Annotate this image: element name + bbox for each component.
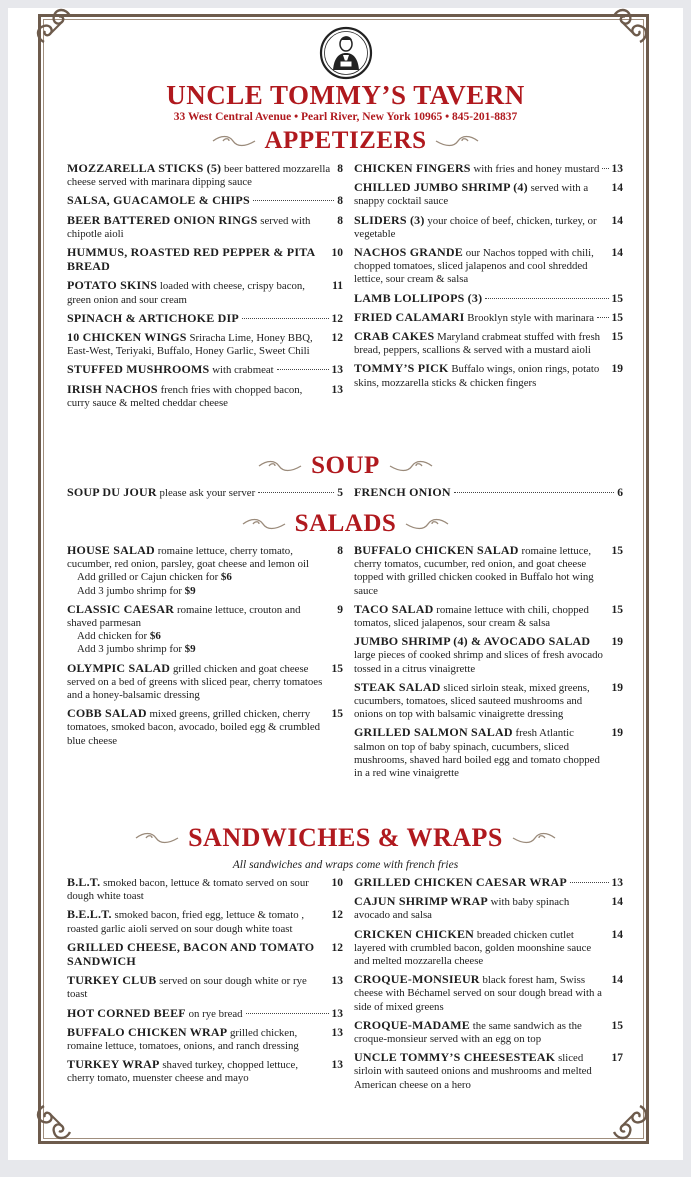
menu-item-line [67,974,343,1001]
menu-item-description: served with a snappy cocktail sauce [354,182,589,208]
menu-item-name: HUMMUS, ROASTED RED PEPPER & PITA BREAD [67,245,315,274]
appetizers-right-column [354,162,623,395]
menu-item-line [67,1026,343,1053]
section-title: SANDWICHES & WRAPS [188,823,503,852]
menu-item-text [67,908,326,935]
menu-item-price: 13 [331,1007,343,1020]
menu-item [354,544,623,598]
menu-item-description: please ask your server [159,487,256,499]
menu-item [67,544,343,598]
menu-item [354,726,623,780]
menu-item-name: SLIDERS (3) [354,212,425,227]
menu-item-name: TURKEY CLUB [67,973,157,988]
menu-item [354,1019,623,1046]
menu-item [354,876,623,890]
menu-item-text [67,1026,326,1053]
section-heading-sandwiches [0,823,691,853]
menu-item [354,973,623,1014]
dot-leader [253,200,334,201]
menu-item-description: served with chipotle aioli [67,214,311,240]
menu-item-description: french fries with chopped bacon, curry sauce & melted cheddar cheese [67,383,303,409]
menu-item-price: 13 [331,1026,343,1039]
menu-item-description: beer battered mozzarella cheese served with marinara dipping sauce [67,163,331,189]
menu-item-price: 12 [331,909,343,922]
menu-item-line [354,311,623,325]
menu-item-line [67,194,343,208]
menu-item-price: 11 [332,280,343,293]
menu-item-price: 8 [337,163,343,175]
menu-item-line [354,876,623,890]
menu-item-description: sliced sirloin steak, mixed greens, cucumbers, tomatoes, sliced sauteed mushrooms and onions on top with balsamic vinaigrette dressing [354,681,590,721]
menu-item-line [354,486,623,500]
menu-item-price: 15 [611,331,623,344]
menu-item-price: 8 [337,545,343,557]
menu-item-line [354,1019,623,1046]
salads-left-column [67,544,343,753]
menu-item-line [354,162,623,176]
menu-item-text [354,246,606,287]
menu-item [354,214,623,241]
menu-item-addon [67,630,343,643]
menu-item-price: 14 [611,247,623,260]
menu-item-line [67,331,343,358]
addon-text: Add chicken for [77,630,150,643]
menu-item-price: 9 [337,603,343,616]
menu-item [354,1051,623,1092]
section-title: SALADS [294,510,397,537]
menu-item-name: BUFFALO CHICKEN WRAP [67,1024,228,1039]
menu-item [354,311,623,325]
menu-item [354,246,623,287]
menu-item-line [354,1051,623,1092]
dot-leader [258,492,334,493]
menu-item-price: 10 [331,247,343,260]
menu-item-name: HOT CORNED BEEF [67,1005,186,1020]
menu-item-text [354,973,606,1014]
menu-item-name: HOUSE SALAD [67,543,155,557]
flourish-icon [388,459,434,473]
menu-item-description: romaine lettuce, cherry tomatos, cucumber, red onion, and goat cheese topped with grilled chicken cooked in Buffalo hot wing sauce [354,545,594,597]
menu-item [67,603,343,657]
flourish-icon [241,517,287,531]
addon-price: $9 [184,643,196,656]
menu-item-name: SOUP DU JOUR [67,485,157,499]
menu-item-addon [67,643,343,656]
soup-right-column [354,486,623,505]
section-heading-appetizers [0,127,691,155]
dot-leader [597,317,608,318]
menu-item-price: 15 [331,708,343,721]
menu-item-description: large pieces of cooked shrimp and slices of fresh avocado tossed in a citrus vinaigrette [354,649,603,675]
sandwiches-note: All sandwiches and wraps come with french fries [232,859,459,871]
menu-item-text [354,362,606,389]
menu-item [67,363,343,377]
menu-item-name: MOZZARELLA STICKS (5) [67,161,222,175]
menu-item-name: JUMBO SHRIMP (4) & AVOCADO SALAD [354,634,591,649]
menu-item-price: 13 [331,364,343,377]
menu-item-line [354,603,623,630]
menu-item-text [354,544,606,598]
menu-item-line [354,246,623,287]
menu-item-name: CRICKEN CHICKEN [354,926,475,941]
menu-item-text [354,603,606,630]
menu-item-name: CHILLED JUMBO SHRIMP (4) [354,180,528,195]
menu-item-name: CROQUE-MADAME [354,1017,470,1032]
menu-item-description: your choice of beef, chicken, turkey, or vegetable [354,214,597,240]
menu-item-line [67,214,343,241]
menu-item [67,1007,343,1021]
menu-item-text [67,331,326,358]
corner-ornament-icon [600,1092,654,1146]
menu-item-price: 13 [611,163,623,175]
menu-item-line [354,362,623,389]
menu-item [354,330,623,357]
menu-item-text [67,312,239,326]
menu-item-name: TOMMY’S PICK [354,361,449,376]
menu-item-description: black forest ham, Swiss cheese with Béchamel served on sour dough bread with a side of mixed greens [354,974,602,1013]
menu-item-line [67,1058,343,1085]
menu-item-text [354,292,482,306]
menu-item-text [354,876,567,890]
menu-item-price: 17 [611,1052,623,1065]
menu-item-text [354,330,606,357]
menu-item [67,876,343,903]
menu-item-description: with crabmeat [212,364,274,377]
menu-item-name: GRILLED CHICKEN CAESAR WRAP [354,875,567,889]
menu-item-line [67,312,343,326]
menu-item-text [354,162,599,176]
menu-item-description: shaved turkey, chopped lettuce, cherry tomato, muenster cheese and mayo [67,1059,299,1085]
menu-item-text [354,928,606,969]
menu-item [354,292,623,306]
menu-item [67,941,343,969]
sandwiches-right-column [354,876,623,1097]
menu-item-description: our Nachos topped with chili, chopped tomatoes, sliced jalapenos and cool shredded lettice, sour cream & salsa [354,247,594,286]
menu-item-line [354,292,623,306]
menu-item-text [67,486,255,500]
addon-text: Add grilled or Cajun chicken for [77,571,221,584]
menu-item [354,603,623,630]
section-title: APPETIZERS [264,127,427,154]
section-heading-salads [0,510,691,538]
menu-item-line [67,162,343,189]
menu-item-text [354,726,606,780]
sandwiches-left-column [67,876,343,1091]
menu-item-line [67,941,343,969]
menu-item-name: GRILLED SALMON SALAD [354,725,513,740]
menu-item-text [354,181,606,208]
menu-item-name: B.E.L.T. [67,907,112,922]
menu-item-name: FRENCH ONION [354,485,451,499]
menu-item [354,162,623,176]
dot-leader [602,168,608,169]
menu-item-price: 15 [611,603,623,616]
menu-item-description: breaded chicken cutlet layered with crumbled bacon, golden moonshine sauce and melted mozzarella cheese [354,928,592,968]
menu-item-description: romaine lettuce with chili, chopped tomatos, sliced jalapenos, sour cream & salsa [354,603,589,630]
menu-item-price: 14 [611,974,623,987]
menu-item-name: CRAB CAKES [354,329,435,344]
menu-item-price: 14 [611,928,623,941]
menu-item-text [354,681,606,722]
menu-item-text [67,363,274,377]
menu-item-line [67,363,343,377]
menu-item-text [67,876,326,903]
menu-item-line [67,486,343,500]
menu-item-name: NACHOS GRANDE [354,245,463,260]
menu-item-description: served on sour dough white or rye toast [67,975,307,1001]
soup-left-column [67,486,343,505]
menu-item-price: 12 [331,332,343,345]
menu-item-name: POTATO SKINS [67,278,158,293]
dot-leader [277,369,329,370]
menu-item [67,279,343,306]
menu-item-line [354,330,623,357]
tavern-logo-icon [319,26,373,80]
menu-item-text [67,1058,326,1085]
menu-item-price: 14 [611,896,623,909]
bottom-bar [0,1162,691,1177]
menu-item-name: BUFFALO CHICKEN SALAD [354,543,519,557]
menu-item-price: 14 [611,182,623,195]
menu-item-price: 15 [331,662,343,675]
menu-item-text [354,895,606,922]
menu-item [67,383,343,410]
menu-item-description: with baby spinach avocado and salsa [354,896,570,922]
menu-item [67,974,343,1001]
menu-item-name: STEAK SALAD [354,679,441,694]
menu-item [354,895,623,922]
menu-item-price: 19 [611,727,623,740]
menu-item-text [67,662,326,703]
menu-item-price: 12 [331,941,343,954]
menu-item-line [67,662,343,703]
flourish-icon [257,459,303,473]
menu-item-addon [67,585,343,598]
menu-item-line [354,635,623,676]
menu-item-line [354,726,623,780]
flourish-icon [511,831,557,845]
menu-item-line [67,1007,343,1021]
menu-item [354,362,623,389]
menu-item [67,1058,343,1085]
menu-item-description: smoked bacon, lettuce & tomato served on sour dough white toast [67,877,309,903]
addon-price: $6 [220,571,232,584]
menu-item-line [354,214,623,241]
menu-item-line [354,181,623,208]
menu-item [67,246,343,274]
menu-item-line [67,279,343,306]
menu-item-description: with fries and honey mustard [473,163,600,175]
dot-leader [454,492,615,493]
menu-item-text [67,162,331,189]
menu-item-price: 15 [611,1019,623,1032]
menu-item-text [354,311,594,325]
menu-item-price: 19 [611,363,623,376]
menu-item-text [354,214,606,241]
menu-item-price: 19 [611,681,623,694]
menu-item-text [67,941,326,969]
menu-item-price: 8 [337,195,343,208]
menu-item-line [354,928,623,969]
menu-item-description: fresh Atlantic salmon on top of baby spinach, cucumbers, sliced mushrooms, shaved hard boiled egg and tomato chopped in a red wine vinaigrette [354,727,600,780]
menu-item-text [354,1051,606,1092]
menu-item-price: 15 [611,311,623,324]
menu-item-name: SALSA, GUACAMOLE & CHIPS [67,193,250,208]
menu-item [67,312,343,326]
menu-item-line [67,544,343,571]
menu-item-name: OLYMPIC SALAD [67,660,171,675]
menu-item-description: the same sandwich as the croque-monsieur served with an egg on top [354,1019,582,1046]
menu-item-text [67,279,326,306]
menu-item-line [67,876,343,903]
menu-item-name: CROQUE-MONSIEUR [354,972,480,987]
menu-item-price: 13 [331,1059,343,1072]
menu-item-line [67,383,343,410]
menu-item-name: COBB SALAD [67,706,147,721]
menu-item [67,162,343,189]
menu-item-name: BEER BATTERED ONION RINGS [67,212,258,227]
menu-item-text [67,707,326,748]
appetizers-left-column [67,162,343,415]
menu-item-description: Maryland crabmeat stuffed with fresh bread, peppers, scallions & served with a mustard aioli [354,331,601,357]
corner-ornament-icon [30,1092,84,1146]
menu-item-description: loaded with cheese, crispy bacon, green onion and sour cream [67,280,305,306]
menu-item [67,707,343,748]
menu-item [67,908,343,935]
menu-item-text [67,544,331,571]
menu-item [354,928,623,969]
menu-item [67,486,343,500]
corner-ornament-icon [600,2,654,56]
menu-item-price: 10 [331,877,343,889]
flourish-icon [404,517,450,531]
menu-item-price: 15 [611,292,623,305]
menu-item-line [67,246,343,274]
menu-item-price: 8 [337,214,343,227]
menu-item-line [67,707,343,748]
flourish-icon [211,134,257,148]
restaurant-address: 33 West Central Avenue • Pearl River, New York 10965 • 845-201-8837 [173,111,518,123]
menu-item [354,635,623,676]
menu-item-price: 13 [331,383,343,396]
menu-item-line [354,973,623,1014]
menu-item-description: grilled chicken and goat cheese served on a bed of greens with sliced pear, cherry tomatoes and a honey-balsamic dressing [67,662,323,702]
dot-leader [246,1013,329,1014]
menu-item-name: TURKEY WRAP [67,1057,160,1072]
flourish-icon [134,831,180,845]
menu-item-text [67,974,326,1001]
menu-item-text [67,194,250,208]
menu-item [67,214,343,241]
menu-item-text [354,486,451,500]
menu-item-description: on rye bread [188,1007,243,1020]
menu-item-line [67,908,343,935]
menu-item-name: FRIED CALAMARI [354,309,465,324]
menu-item-line [354,544,623,598]
menu-item-line [67,603,343,630]
menu-item [354,681,623,722]
menu-item-price: 14 [611,214,623,227]
menu-item-text [67,1007,243,1021]
menu-item-text [67,603,331,630]
menu-item [67,331,343,358]
menu-item-name: TACO SALAD [354,601,434,616]
menu-item-name: LAMB LOLLIPOPS (3) [354,290,483,305]
menu-item-name: CLASSIC CAESAR [67,601,175,616]
menu-item [67,1026,343,1053]
dot-leader [242,318,329,319]
menu-item-description: grilled chicken, romaine lettuce, tomatoes, onions, and ranch dressing [67,1026,299,1053]
dot-leader [570,882,609,883]
salads-right-column [354,544,623,785]
flourish-icon [434,134,480,148]
menu-item-price: 13 [331,975,343,988]
menu-item-text [354,635,606,676]
menu-item-price: 12 [331,312,343,325]
menu-item-name: UNCLE TOMMY’S CHEESESTEAK [354,1050,556,1065]
menu-item-description: Brooklyn style with marinara [467,311,595,324]
menu-item-price: 13 [611,877,623,889]
menu-item-description: Sriracha Lime, Honey BBQ, East-West, Teriyaki, Buffalo, Honey Garlic, Sweet Chili [67,332,313,358]
addon-price: $6 [149,630,161,643]
menu-item-name: GRILLED CHEESE, BACON AND TOMATO SANDWICH [67,939,315,969]
menu-item-description: romaine lettuce, crouton and shaved parmesan [67,603,301,630]
menu-item-text [67,383,326,410]
menu-item-price: 19 [611,636,623,649]
menu-item-line [354,681,623,722]
addon-text: Add 3 jumbo shrimp for [77,643,185,656]
menu-item-description: sliced sirloin with sauteed onions and mushrooms and melted American cheese on a hero [354,1052,592,1091]
menu-item-name: STUFFED MUSHROOMS [67,362,210,377]
menu-item-line [354,895,623,922]
section-heading-soup [0,452,691,480]
menu-item-price: 6 [617,487,623,499]
menu-item-description: romaine lettuce, cherry tomato, cucumber, red onion, parsley, goat cheese and lemon oil [67,545,310,571]
corner-ornament-icon [30,2,84,56]
restaurant-name: UNCLE TOMMY’S TAVERN [166,80,525,110]
menu-item [67,662,343,703]
menu-item-name: CHICKEN FINGERS [354,161,471,175]
menu-item-text [354,1019,606,1046]
menu-item-name: CAJUN SHRIMP WRAP [354,894,488,909]
menu-item-price: 5 [337,487,343,499]
addon-price: $9 [184,584,196,597]
menu-item [67,194,343,208]
menu-item-name: SPINACH & ARTICHOKE DIP [67,310,239,325]
menu-item [354,181,623,208]
menu-item-addon [67,571,343,584]
menu-item-price: 15 [611,545,623,557]
menu-item-description: Buffalo wings, onion rings, potato skins, mozzarella sticks & chicken fingers [354,363,600,389]
menu-item-name: B.L.T. [67,875,101,889]
menu-item [354,486,623,500]
menu-item-name: IRISH NACHOS [67,381,158,396]
menu-item-description: smoked bacon, fried egg, lettuce & tomato , roasted garlic aioli served on sour dough white toast [67,909,305,935]
dot-leader [485,298,608,299]
section-title: SOUP [311,452,380,479]
addon-text: Add 3 jumbo shrimp for [77,584,185,597]
menu-item-name: 10 CHICKEN WINGS [67,330,187,345]
menu-item-text [67,246,326,274]
menu-item-text [67,214,331,241]
menu-item-description: mixed greens, grilled chicken, cherry tomatoes, smoked bacon, avocado, boiled egg & crumbled blue cheese [67,708,321,747]
